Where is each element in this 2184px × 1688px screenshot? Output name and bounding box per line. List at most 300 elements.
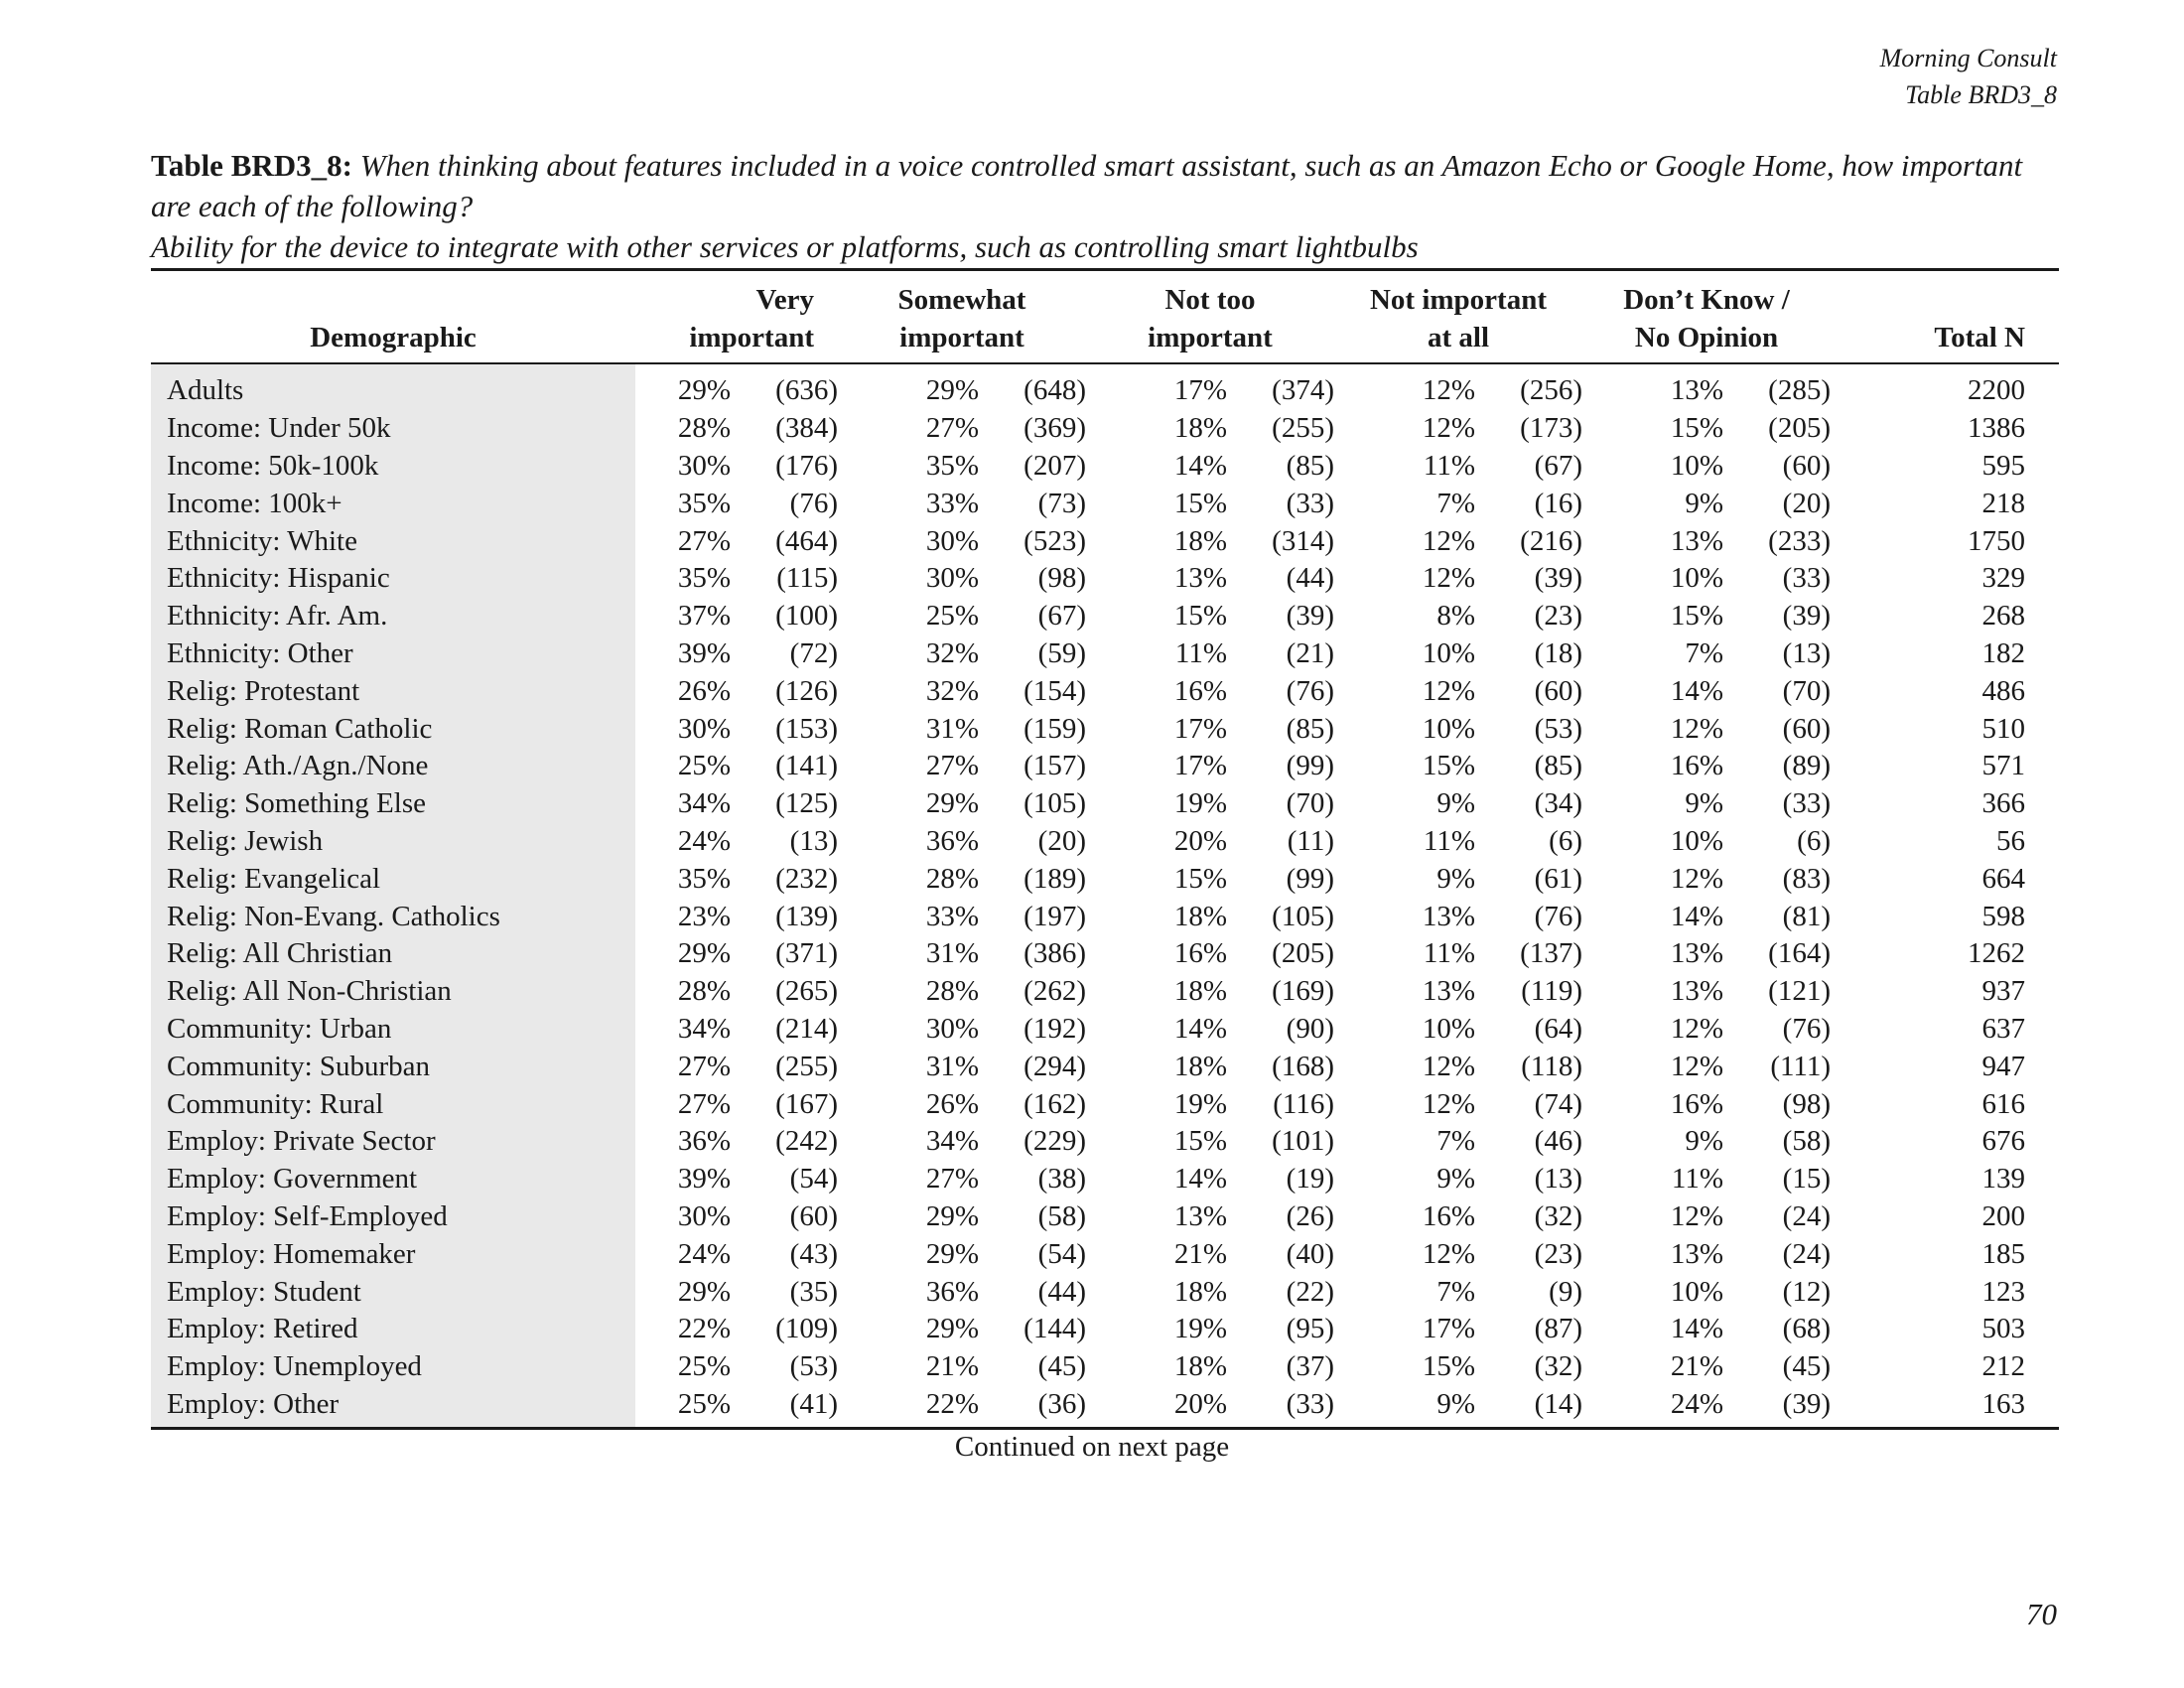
cell-somewhat-important-pct: 33%: [925, 900, 979, 932]
row-label: Employ: Government: [151, 1161, 635, 1198]
cell-very-important-n: (214): [775, 1012, 838, 1045]
cell-spacer: [635, 748, 661, 785]
row-label: Community: Rural: [151, 1085, 635, 1123]
cell-not-important-at-all-n: (64): [1534, 1012, 1582, 1045]
cell-spacer: [635, 363, 661, 410]
cell-somewhat-important-pct: 27%: [925, 412, 979, 445]
cell-not-important-at-all-pct: 10%: [1422, 1012, 1475, 1045]
cell-very-important-n: (176): [775, 449, 838, 482]
cell-dont-know-pct: 13%: [1670, 1237, 1723, 1270]
cell-spacer: [1334, 448, 1406, 486]
cell-not-important-at-all-pct: 15%: [1422, 750, 1475, 782]
cell-spacer: [1334, 410, 1406, 448]
col-header-total: Total N: [1831, 270, 2059, 364]
cell-dont-know-n: (205): [1768, 412, 1831, 445]
cell-dont-know-pct: 15%: [1670, 412, 1723, 445]
cell-spacer: [635, 1348, 661, 1386]
cell-spacer: [1086, 522, 1158, 560]
cell-not-important-at-all-pct: 11%: [1423, 937, 1475, 970]
cell-not-important-at-all-pct: 7%: [1436, 487, 1475, 519]
cell-somewhat-important-pct: 25%: [925, 600, 979, 633]
cell-somewhat-important-pct: 28%: [925, 975, 979, 1008]
cell-somewhat-important-n: (36): [979, 1386, 1086, 1429]
row-label: Ethnicity: Other: [151, 635, 635, 673]
cell-very-important-pct: 36%: [677, 1125, 731, 1158]
cell-very-important-pct: 27%: [677, 1050, 731, 1082]
cell-dont-know-n: (39): [1782, 600, 1831, 633]
cell-not-too-important-n: (205): [1272, 937, 1334, 970]
cell-spacer: [1334, 1161, 1406, 1198]
cell-not-important-at-all-n: (61): [1534, 862, 1582, 895]
row-label: Relig: Roman Catholic: [151, 710, 635, 748]
row-label: Relig: Protestant: [151, 672, 635, 710]
cell-spacer: [1582, 823, 1654, 861]
cell-dont-know-pct: 13%: [1670, 937, 1723, 970]
cell-not-important-at-all-n: (53): [1534, 712, 1582, 745]
cell-not-important-at-all-pct: 12%: [1422, 1050, 1475, 1082]
cell-spacer: [1086, 1311, 1158, 1348]
cell-spacer: [838, 935, 909, 973]
col-header-somewhat-important: Somewhat important: [838, 270, 1086, 364]
cell-not-too-important-pct: 18%: [1173, 412, 1227, 445]
cell-spacer: [838, 1273, 909, 1311]
cell-very-important-n: (109): [775, 1313, 838, 1345]
cell-spacer: [1582, 1273, 1654, 1311]
cell-dont-know-n: (89): [1782, 750, 1831, 782]
cell-very-important-pct: 34%: [677, 787, 731, 820]
cell-spacer: [635, 1386, 661, 1429]
cell-not-important-at-all-n: (14): [1475, 1386, 1582, 1429]
cell-spacer: [1086, 448, 1158, 486]
cell-not-too-important-n: (90): [1286, 1012, 1334, 1045]
cell-total-n: 598: [1981, 900, 2025, 932]
cell-spacer: [838, 1235, 909, 1273]
row-label: Ethnicity: White: [151, 522, 635, 560]
cell-dont-know-n: (6): [1797, 824, 1831, 857]
cell-very-important-n: (384): [775, 412, 838, 445]
cell-spacer: [838, 898, 909, 935]
cell-spacer: [1334, 1348, 1406, 1386]
cell-very-important-n: (53): [789, 1350, 838, 1383]
table-row: [151, 1348, 2059, 1386]
cell-very-important-pct: 37%: [677, 600, 731, 633]
cell-spacer: [1334, 598, 1406, 635]
cell-somewhat-important-pct: 29%: [925, 374, 979, 407]
cell-dont-know-pct: 14%: [1670, 900, 1723, 932]
cell-not-important-at-all-pct: 17%: [1422, 1313, 1475, 1345]
cell-dont-know-pct: 14%: [1670, 1313, 1723, 1345]
cell-very-important-pct: 29%: [677, 1275, 731, 1308]
company-name: Morning Consult: [1879, 44, 2057, 72]
cell-not-too-important-pct: 20%: [1173, 824, 1227, 857]
table-row: [151, 710, 2059, 748]
cell-somewhat-important-n: (45): [1037, 1350, 1086, 1383]
row-label: Relig: Something Else: [151, 785, 635, 823]
cell-spacer: [1334, 560, 1406, 598]
cell-not-too-important-n: (169): [1272, 975, 1334, 1008]
cell-very-important-n: (76): [789, 487, 838, 519]
cell-very-important-pct: 28%: [677, 412, 731, 445]
cell-not-too-important-n: (33): [1286, 487, 1334, 519]
cell-total-n: 664: [1981, 862, 2025, 895]
cell-very-important-n: (255): [775, 1050, 838, 1082]
cell-spacer: [635, 672, 661, 710]
table-row: [151, 635, 2059, 673]
cell-not-too-important-pct: 18%: [1173, 1050, 1227, 1082]
cell-spacer: [1086, 710, 1158, 748]
cell-not-important-at-all-pct: 9%: [1436, 1163, 1475, 1196]
cell-very-important-pct: 24%: [677, 824, 731, 857]
cell-not-too-important-n: (37): [1286, 1350, 1334, 1383]
cell-dont-know-pct: 21%: [1670, 1350, 1723, 1383]
cell-not-important-at-all-pct: 12%: [1422, 1087, 1475, 1120]
cell-not-too-important-pct: 13%: [1173, 562, 1227, 595]
cell-spacer: [1334, 785, 1406, 823]
row-label: Income: 100k+: [151, 485, 635, 522]
col-header-dont-know: Don’t Know / No Opinion: [1582, 270, 1831, 364]
row-label: Relig: All Christian: [151, 935, 635, 973]
table-row: [151, 898, 2059, 935]
cell-somewhat-important-pct: 31%: [925, 712, 979, 745]
cell-not-too-important-n: (76): [1286, 674, 1334, 707]
cell-not-too-important-pct: 18%: [1173, 524, 1227, 557]
cell-somewhat-important-n: (189): [1024, 862, 1086, 895]
cell-spacer: [1086, 363, 1158, 410]
cell-spacer: [838, 635, 909, 673]
cell-spacer: [635, 1235, 661, 1273]
table-row: [151, 1085, 2059, 1123]
cell-dont-know-n: (111): [1770, 1050, 1831, 1082]
row-label: Employ: Student: [151, 1273, 635, 1311]
table-row: [151, 1198, 2059, 1236]
cell-not-important-at-all-pct: 12%: [1422, 562, 1475, 595]
cell-dont-know-pct: 10%: [1670, 449, 1723, 482]
cell-total-n: 212: [1981, 1350, 2025, 1383]
cell-very-important-pct: 27%: [677, 1087, 731, 1120]
cell-dont-know-pct: 12%: [1670, 1199, 1723, 1232]
cell-somewhat-important-pct: 35%: [925, 449, 979, 482]
cell-very-important-n: (139): [775, 900, 838, 932]
cell-spacer: [1086, 598, 1158, 635]
cell-very-important-pct: 30%: [677, 712, 731, 745]
cell-spacer: [1334, 635, 1406, 673]
cell-spacer: [1582, 363, 1654, 410]
cell-somewhat-important-pct: 36%: [925, 1275, 979, 1308]
cell-not-important-at-all-n: (6): [1549, 824, 1582, 857]
cell-somewhat-important-n: (98): [1037, 562, 1086, 595]
cell-total-n: 139: [1981, 1163, 2025, 1196]
table-row: [151, 598, 2059, 635]
cell-very-important-n: (54): [789, 1163, 838, 1196]
cell-very-important-n: (72): [789, 636, 838, 669]
cell-dont-know-n: (76): [1782, 1012, 1831, 1045]
cell-spacer: [838, 485, 909, 522]
cell-somewhat-important-pct: 29%: [925, 1199, 979, 1232]
cell-somewhat-important-pct: 28%: [925, 862, 979, 895]
cell-total-n: 571: [1981, 750, 2025, 782]
cell-very-important-n: (232): [775, 862, 838, 895]
cell-spacer: [1582, 1198, 1654, 1236]
cell-spacer: [1582, 448, 1654, 486]
cell-spacer: [1334, 860, 1406, 898]
cell-not-too-important-pct: 14%: [1173, 1163, 1227, 1196]
cell-spacer: [838, 448, 909, 486]
cell-somewhat-important-n: (197): [1024, 900, 1086, 932]
cell-dont-know-pct: 12%: [1670, 862, 1723, 895]
cell-dont-know-n: (285): [1768, 374, 1831, 407]
cell-somewhat-important-pct: 29%: [925, 1237, 979, 1270]
cell-spacer: [838, 560, 909, 598]
cell-spacer: [838, 748, 909, 785]
cell-total-n: 1386: [1968, 412, 2025, 445]
cell-not-important-at-all-pct: 8%: [1436, 600, 1475, 633]
cell-dont-know-pct: 9%: [1685, 1125, 1723, 1158]
cell-very-important-n: (41): [731, 1386, 838, 1429]
cell-very-important-n: (167): [775, 1087, 838, 1120]
cell-somewhat-important-n: (144): [1024, 1313, 1086, 1345]
cell-spacer: [838, 363, 909, 410]
cell-somewhat-important-pct: 27%: [925, 1163, 979, 1196]
cell-somewhat-important-n: (154): [1024, 674, 1086, 707]
cell-somewhat-important-n: (58): [1037, 1199, 1086, 1232]
table-row: [151, 935, 2059, 973]
cell-somewhat-important-n: (105): [1024, 787, 1086, 820]
cell-dont-know-n: (83): [1782, 862, 1831, 895]
cell-spacer: [1334, 710, 1406, 748]
col-header-not-too-important: Not too important: [1086, 270, 1334, 364]
cell-not-too-important-pct: 15%: [1173, 862, 1227, 895]
table-row: [151, 363, 2059, 410]
cell-not-important-at-all-n: (9): [1549, 1275, 1582, 1308]
cell-somewhat-important-n: (162): [1024, 1087, 1086, 1120]
cell-not-too-important-pct: 18%: [1173, 1350, 1227, 1383]
cell-dont-know-n: (39): [1723, 1386, 1831, 1429]
cell-somewhat-important-pct: 32%: [925, 674, 979, 707]
cell-spacer: [1086, 410, 1158, 448]
cell-not-important-at-all-n: (34): [1534, 787, 1582, 820]
cell-not-too-important-pct: 14%: [1173, 449, 1227, 482]
cell-very-important-pct: 35%: [677, 487, 731, 519]
cell-spacer: [1582, 635, 1654, 673]
cell-total-n: 947: [1981, 1050, 2025, 1082]
cell-not-important-at-all-n: (118): [1521, 1050, 1582, 1082]
cell-not-important-at-all-n: (60): [1534, 674, 1582, 707]
cell-spacer: [1086, 1011, 1158, 1049]
cell-spacer: [1334, 1235, 1406, 1273]
cell-total-n: 366: [1981, 787, 2025, 820]
cell-not-important-at-all-n: (18): [1534, 636, 1582, 669]
cell-not-too-important-pct: 15%: [1173, 1125, 1227, 1158]
cell-not-important-at-all-n: (137): [1520, 937, 1582, 970]
cell-somewhat-important-n: (294): [1024, 1050, 1086, 1082]
cell-spacer: [1582, 1386, 1654, 1429]
cell-spacer: [1086, 1085, 1158, 1123]
row-label: Relig: Evangelical: [151, 860, 635, 898]
cell-dont-know-n: (68): [1782, 1313, 1831, 1345]
cell-spacer: [1086, 860, 1158, 898]
cell-spacer: [838, 973, 909, 1011]
cell-spacer: [1334, 823, 1406, 861]
cell-spacer: [1582, 1048, 1654, 1085]
table-row: [151, 823, 2059, 861]
cell-spacer: [1086, 1123, 1158, 1161]
cell-spacer: [1582, 935, 1654, 973]
row-label: Relig: Jewish: [151, 823, 635, 861]
cell-dont-know-n: (33): [1782, 787, 1831, 820]
cell-spacer: [1086, 1348, 1158, 1386]
cell-spacer: [635, 1161, 661, 1198]
cell-spacer: [838, 823, 909, 861]
cell-not-important-at-all-pct: 15%: [1422, 1350, 1475, 1383]
cell-spacer: [1582, 1085, 1654, 1123]
cell-somewhat-important-pct: 22%: [909, 1386, 979, 1429]
cell-somewhat-important-n: (523): [1024, 524, 1086, 557]
cell-not-important-at-all-n: (216): [1520, 524, 1582, 557]
cell-dont-know-n: (60): [1782, 712, 1831, 745]
cell-spacer: [1334, 522, 1406, 560]
cell-dont-know-n: (15): [1782, 1163, 1831, 1196]
cell-very-important-n: (126): [775, 674, 838, 707]
cell-not-important-at-all-n: (16): [1534, 487, 1582, 519]
cell-spacer: [1582, 710, 1654, 748]
cell-spacer: [1582, 748, 1654, 785]
cell-total-n: 1750: [1968, 524, 2025, 557]
cell-very-important-n: (371): [775, 937, 838, 970]
cell-spacer: [1582, 410, 1654, 448]
cell-total-n: 937: [1981, 975, 2025, 1008]
cell-dont-know-pct: 10%: [1670, 824, 1723, 857]
cell-not-too-important-n: (95): [1286, 1313, 1334, 1345]
cell-not-too-important-n: (21): [1286, 636, 1334, 669]
cell-somewhat-important-pct: 33%: [925, 487, 979, 519]
cell-not-too-important-n: (101): [1272, 1125, 1334, 1158]
cell-spacer: [1334, 748, 1406, 785]
cell-spacer: [1334, 1123, 1406, 1161]
cell-very-important-pct: 30%: [677, 1199, 731, 1232]
cell-very-important-pct: 24%: [677, 1237, 731, 1270]
cell-not-too-important-n: (39): [1286, 600, 1334, 633]
cell-very-important-pct: 27%: [677, 524, 731, 557]
cell-spacer: [1582, 672, 1654, 710]
cell-spacer: [1582, 485, 1654, 522]
cell-spacer: [838, 1386, 909, 1429]
cell-spacer: [1086, 823, 1158, 861]
cell-spacer: [1582, 1011, 1654, 1049]
cell-dont-know-n: (33): [1782, 562, 1831, 595]
cell-spacer: [1086, 973, 1158, 1011]
cell-dont-know-pct: 13%: [1670, 524, 1723, 557]
cell-spacer: [1086, 635, 1158, 673]
row-label: Community: Urban: [151, 1011, 635, 1049]
cell-total-n: 2200: [1968, 374, 2025, 407]
cell-spacer: [1086, 748, 1158, 785]
cell-not-important-at-all-pct: 12%: [1422, 1237, 1475, 1270]
cell-spacer: [1334, 898, 1406, 935]
cell-not-too-important-pct: 17%: [1173, 712, 1227, 745]
table-row: [151, 485, 2059, 522]
cell-total-n: 56: [1996, 824, 2025, 857]
cell-spacer: [1086, 935, 1158, 973]
cell-spacer: [1334, 1011, 1406, 1049]
cell-spacer: [1582, 1161, 1654, 1198]
table-row: [151, 560, 2059, 598]
cell-dont-know-pct: 12%: [1670, 712, 1723, 745]
cell-not-important-at-all-n: (32): [1534, 1350, 1582, 1383]
cell-not-too-important-pct: 16%: [1173, 674, 1227, 707]
cell-not-too-important-n: (40): [1286, 1237, 1334, 1270]
row-label: Relig: All Non-Christian: [151, 973, 635, 1011]
cell-somewhat-important-n: (386): [1024, 937, 1086, 970]
cell-spacer: [1582, 1348, 1654, 1386]
table-row: [151, 448, 2059, 486]
cell-dont-know-n: (24): [1782, 1237, 1831, 1270]
cell-dont-know-n: (164): [1768, 937, 1831, 970]
cell-somewhat-important-n: (207): [1024, 449, 1086, 482]
cell-dont-know-n: (12): [1782, 1275, 1831, 1308]
cell-total-n: 510: [1981, 712, 2025, 745]
cell-not-important-at-all-pct: 9%: [1436, 787, 1475, 820]
cell-spacer: [838, 1161, 909, 1198]
cell-not-important-at-all-n: (23): [1534, 600, 1582, 633]
cell-dont-know-pct: 24%: [1654, 1386, 1723, 1429]
cell-dont-know-pct: 9%: [1685, 487, 1723, 519]
cell-spacer: [1582, 1311, 1654, 1348]
cell-very-important-pct: 29%: [677, 374, 731, 407]
cell-total-n: 329: [1981, 562, 2025, 595]
cell-total-n: 595: [1981, 449, 2025, 482]
cell-very-important-n: (13): [789, 824, 838, 857]
cell-total-n: 182: [1981, 636, 2025, 669]
row-label: Employ: Other: [151, 1386, 635, 1429]
table-row: [151, 1235, 2059, 1273]
cell-spacer: [1582, 598, 1654, 635]
table-row: [151, 860, 2059, 898]
cell-spacer: [635, 1273, 661, 1311]
cell-not-important-at-all-pct: 12%: [1422, 374, 1475, 407]
cell-somewhat-important-n: (262): [1024, 975, 1086, 1008]
cell-very-important-pct: 35%: [677, 562, 731, 595]
cell-somewhat-important-pct: 27%: [925, 750, 979, 782]
cell-somewhat-important-pct: 31%: [925, 937, 979, 970]
cell-not-important-at-all-pct: 11%: [1423, 449, 1475, 482]
cell-spacer: [838, 1348, 909, 1386]
cell-not-too-important-pct: 16%: [1173, 937, 1227, 970]
cell-not-important-at-all-n: (13): [1534, 1163, 1582, 1196]
cell-somewhat-important-n: (157): [1024, 750, 1086, 782]
cell-not-too-important-pct: 17%: [1173, 750, 1227, 782]
cell-not-important-at-all-pct: 7%: [1436, 1125, 1475, 1158]
cell-dont-know-pct: 7%: [1685, 636, 1723, 669]
table-row: [151, 1273, 2059, 1311]
cell-spacer: [1086, 1386, 1158, 1429]
table-row: [151, 1048, 2059, 1085]
cell-not-important-at-all-pct: 11%: [1423, 824, 1475, 857]
cell-spacer: [1582, 785, 1654, 823]
cell-dont-know-pct: 13%: [1670, 975, 1723, 1008]
cell-spacer: [635, 860, 661, 898]
page-header: [1880, 40, 2057, 113]
cell-somewhat-important-pct: 30%: [925, 524, 979, 557]
cell-somewhat-important-pct: 32%: [925, 636, 979, 669]
cell-spacer: [1582, 860, 1654, 898]
cell-spacer: [635, 1048, 661, 1085]
row-label: Relig: Ath./Agn./None: [151, 748, 635, 785]
row-label: Adults: [151, 363, 635, 410]
cell-spacer: [635, 560, 661, 598]
cell-not-important-at-all-n: (87): [1534, 1313, 1582, 1345]
cell-dont-know-pct: 15%: [1670, 600, 1723, 633]
cell-not-important-at-all-pct: 16%: [1422, 1199, 1475, 1232]
